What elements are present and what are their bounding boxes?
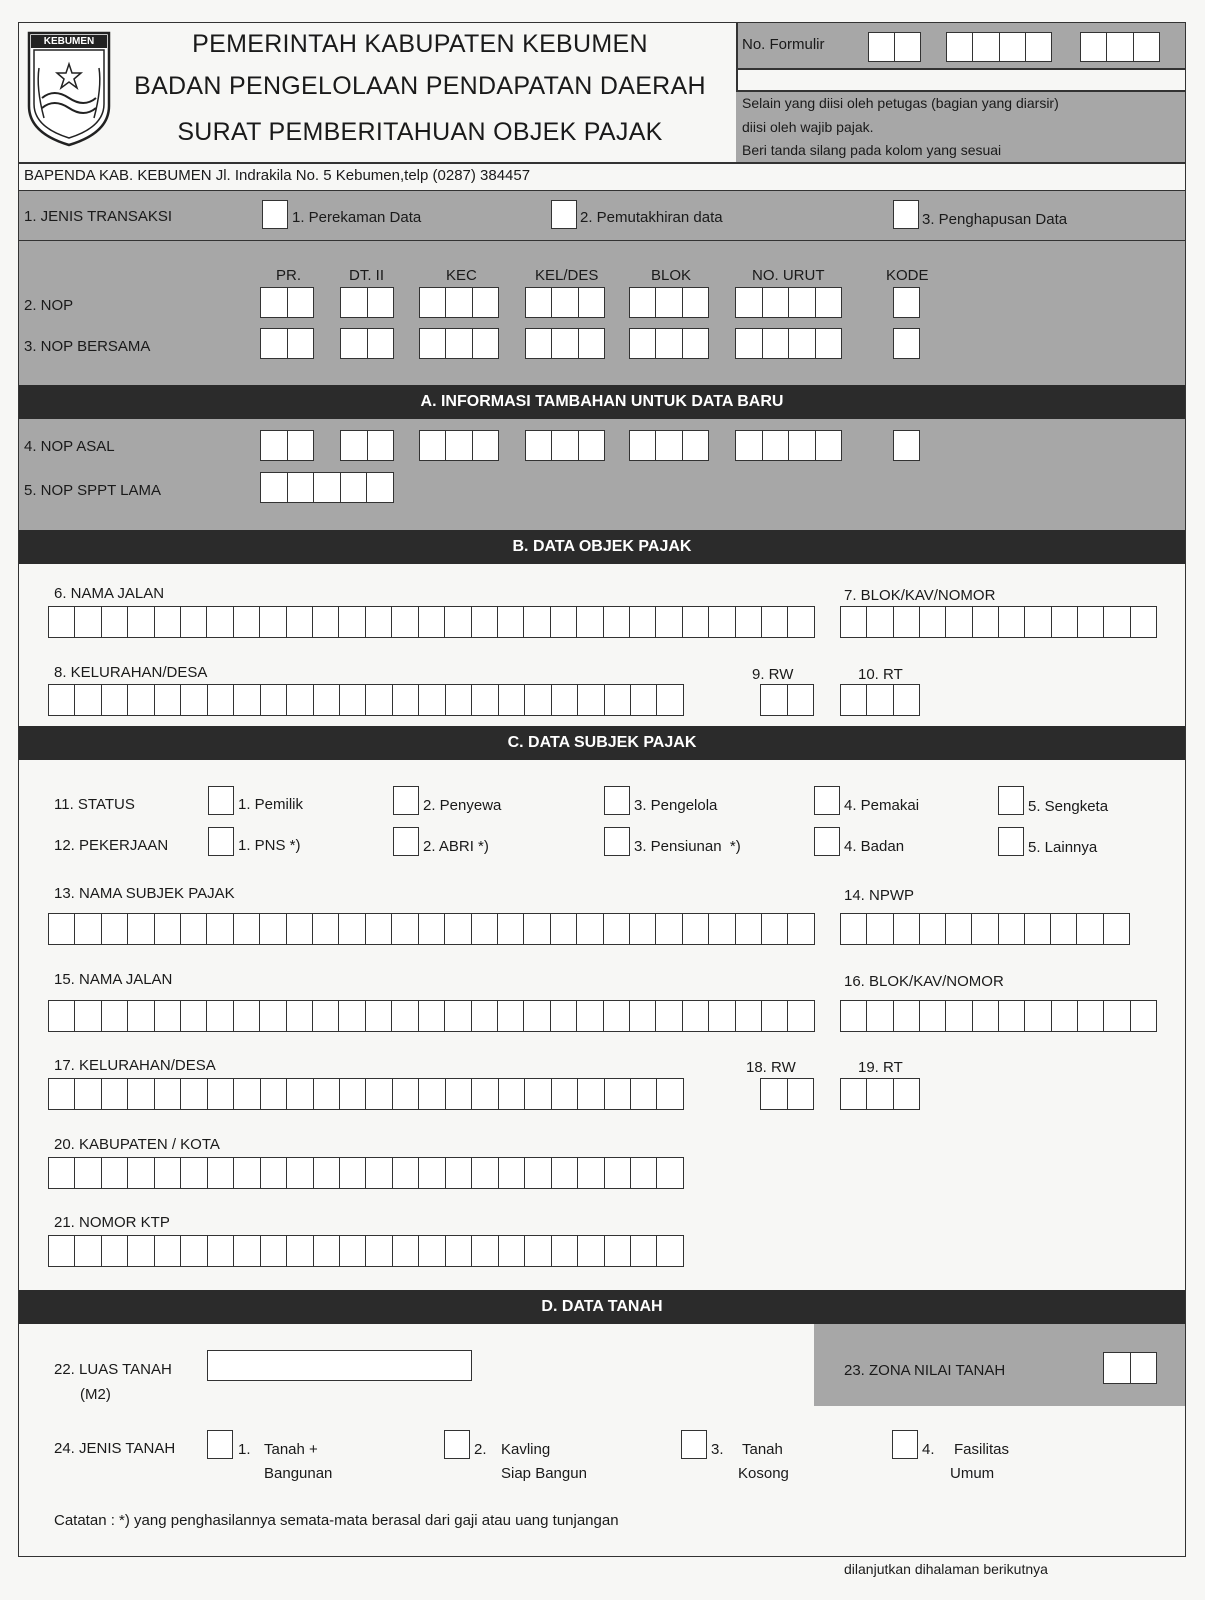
nop-asal-kode-box[interactable] (893, 430, 920, 461)
address: BAPENDA KAB. KEBUMEN Jl. Indrakila No. 5 Kebumen,telp (0287) 384457 (24, 167, 531, 184)
pekerjaan-lainnya-label: 5. Lainnya (1028, 839, 1098, 856)
c-blok-label: 16. BLOK/KAV/NOMOR (844, 973, 1004, 990)
perekaman-checkbox[interactable] (262, 200, 288, 229)
b-rw-boxes[interactable] (760, 684, 814, 716)
npwp-label: 14. NPWP (844, 887, 915, 904)
nop-bersama-pr-boxes[interactable] (260, 328, 314, 359)
penghapusan-label: 3. Penghapusan Data (922, 211, 1068, 228)
nop-bersama-kec-boxes[interactable] (419, 328, 499, 359)
nop-col-dt: DT. II (349, 267, 385, 284)
c-kelurahan-label: 17. KELURAHAN/DESA (54, 1057, 216, 1074)
status-pemilik-label: 1. Pemilik (238, 796, 304, 813)
luas-tanah-unit: (M2) (80, 1386, 111, 1403)
kabupaten-label: 20. KABUPATEN / KOTA (54, 1136, 220, 1153)
nop-keldes-boxes[interactable] (525, 287, 605, 318)
nop-dt-boxes[interactable] (340, 287, 394, 318)
jenis-tanah-4-checkbox[interactable] (892, 1430, 918, 1459)
nop-bersama-keldes-boxes[interactable] (525, 328, 605, 359)
nop-asal-dt-boxes[interactable] (340, 430, 394, 461)
penghapusan-checkbox[interactable] (893, 200, 919, 229)
status-pengelola-checkbox[interactable] (604, 786, 630, 815)
jenis-tanah-2-line2: Siap Bangun (501, 1465, 587, 1482)
b-kelurahan-label: 8. KELURAHAN/DESA (54, 664, 208, 681)
nama-subjek-label: 13. NAMA SUBJEK PAJAK (54, 885, 235, 902)
pekerjaan-pensiunan-label: 3. Pensiunan *) (634, 838, 741, 855)
status-pemilik-checkbox[interactable] (208, 786, 234, 815)
section-b-title: B. DATA OBJEK PAJAK (19, 530, 1185, 564)
jenis-tanah-2-num: 2. (474, 1441, 487, 1458)
header-line-3: SURAT PEMBERITAHUAN OBJEK PAJAK (177, 118, 663, 146)
nop-bersama-nourut-boxes[interactable] (735, 328, 842, 359)
b-rw-label: 9. RW (752, 666, 794, 683)
jenis-tanah-3-line1: Tanah (742, 1441, 783, 1458)
kabupaten-boxes[interactable] (48, 1157, 684, 1189)
pekerjaan-abri-label: 2. ABRI *) (423, 838, 489, 855)
status-penyewa-checkbox[interactable] (393, 786, 419, 815)
zona-nilai-label: 23. ZONA NILAI TANAH (844, 1362, 1006, 1379)
nop-bersama-kode-box[interactable] (893, 328, 920, 359)
b-blok-boxes[interactable] (840, 606, 1157, 638)
jenis-tanah-2-line1: Kavling (501, 1441, 551, 1458)
pemutakhiran-label: 2. Pemutakhiran data (580, 209, 723, 226)
c-rw-boxes[interactable] (760, 1078, 814, 1110)
no-formulir-boxes-1[interactable] (868, 32, 921, 62)
nop-asal-pr-boxes[interactable] (260, 430, 314, 461)
nop-col-blok: BLOK (651, 267, 692, 284)
pekerjaan-badan-checkbox[interactable] (814, 827, 840, 856)
status-pemakai-checkbox[interactable] (814, 786, 840, 815)
nop-kec-boxes[interactable] (419, 287, 499, 318)
header-line-2: BADAN PENGELOLAAN PENDAPATAN DAERAH (134, 72, 706, 100)
perekaman-label: 1. Perekaman Data (292, 209, 422, 226)
b-rt-label: 10. RT (858, 666, 903, 683)
nop-asal-kec-boxes[interactable] (419, 430, 499, 461)
nop-asal-label: 4. NOP ASAL (24, 438, 115, 455)
nop-bersama-label: 3. NOP BERSAMA (24, 338, 151, 355)
section-a-title: A. INFORMASI TAMBAHAN UNTUK DATA BARU (19, 385, 1185, 419)
section-c-title: C. DATA SUBJEK PAJAK (19, 726, 1185, 760)
header-line-1: PEMERINTAH KABUPATEN KEBUMEN (192, 30, 648, 58)
instruction-2: diisi oleh wajib pajak. (742, 119, 874, 135)
logo (24, 28, 114, 148)
nop-col-kode: KODE (886, 267, 929, 284)
status-sengketa-checkbox[interactable] (998, 786, 1024, 815)
c-blok-boxes[interactable] (840, 1000, 1157, 1032)
c-kelurahan-boxes[interactable] (48, 1078, 684, 1110)
pekerjaan-label: 12. PEKERJAAN (54, 837, 169, 854)
nop-asal-blok-boxes[interactable] (629, 430, 709, 461)
nop-label: 2. NOP (24, 297, 74, 314)
jenis-tanah-4-line1: Fasilitas (954, 1441, 1010, 1458)
no-formulir-boxes-2[interactable] (946, 32, 1052, 62)
jenis-tanah-1-checkbox[interactable] (207, 1430, 233, 1459)
jenis-tanah-1-num: 1. (238, 1441, 251, 1458)
jenis-tanah-1-line1: Tanah + (264, 1441, 318, 1458)
nop-col-nourut: NO. URUT (752, 267, 825, 284)
status-label: 11. STATUS (54, 796, 135, 813)
nop-asal-nourut-boxes[interactable] (735, 430, 842, 461)
jenis-tanah-3-line2: Kosong (738, 1465, 789, 1482)
c-nama-jalan-label: 15. NAMA JALAN (54, 971, 173, 988)
npwp-boxes[interactable] (840, 913, 1130, 945)
c-rt-label: 19. RT (858, 1059, 903, 1076)
c-rw-label: 18. RW (746, 1059, 796, 1076)
nop-blok-boxes[interactable] (629, 287, 709, 318)
zona-nilai-boxes[interactable] (1103, 1352, 1157, 1384)
status-sengketa-label: 5. Sengketa (1028, 798, 1109, 815)
jenis-tanah-4-num: 4. (922, 1441, 935, 1458)
next-page-note: dilanjutkan dihalaman berikutnya (844, 1561, 1048, 1577)
pekerjaan-lainnya-checkbox[interactable] (998, 827, 1024, 856)
ktp-boxes[interactable] (48, 1235, 684, 1267)
nop-sppt-lama-label: 5. NOP SPPT LAMA (24, 482, 161, 499)
instruction-3: Beri tanda silang pada kolom yang sesuai (742, 142, 1002, 158)
nop-pr-boxes[interactable] (260, 287, 314, 318)
nama-subjek-boxes[interactable] (48, 913, 815, 945)
pemutakhiran-checkbox[interactable] (551, 200, 577, 229)
jenis-tanah-3-checkbox[interactable] (681, 1430, 707, 1459)
nop-nourut-boxes[interactable] (735, 287, 842, 318)
catatan: Catatan : *) yang penghasilannya semata-mata berasal dari gaji atau uang tunjangan (54, 1512, 619, 1529)
logo-text: KEBUMEN (43, 36, 95, 47)
b-rt-boxes[interactable] (840, 684, 920, 716)
pekerjaan-pns-checkbox[interactable] (208, 827, 234, 856)
status-pengelola-label: 3. Pengelola (634, 797, 718, 814)
luas-tanah-input[interactable] (207, 1350, 472, 1381)
jenis-tanah-1-line2: Bangunan (264, 1465, 333, 1482)
luas-tanah-label: 22. LUAS TANAH (54, 1361, 172, 1378)
nop-bersama-blok-boxes[interactable] (629, 328, 709, 359)
jenis-tanah-label: 24. JENIS TANAH (54, 1440, 176, 1457)
status-pemakai-label: 4. Pemakai (844, 797, 920, 814)
nop-asal-keldes-boxes[interactable] (525, 430, 605, 461)
b-blok-label: 7. BLOK/KAV/NOMOR (844, 587, 996, 604)
nop-bersama-dt-boxes[interactable] (340, 328, 394, 359)
b-kelurahan-boxes[interactable] (48, 684, 684, 716)
instruction-1: Selain yang diisi oleh petugas (bagian yang diarsir) (742, 95, 1059, 111)
c-nama-jalan-boxes[interactable] (48, 1000, 815, 1032)
c-rt-boxes[interactable] (840, 1078, 920, 1110)
nop-sppt-lama-boxes[interactable] (260, 472, 394, 503)
section-d-title: D. DATA TANAH (19, 1290, 1185, 1324)
nop-col-pr: PR. (276, 267, 302, 284)
status-penyewa-label: 2. Penyewa (423, 797, 502, 814)
b-nama-jalan-boxes[interactable] (48, 606, 815, 638)
nop-col-kec: KEC (446, 267, 477, 284)
pekerjaan-pensiunan-checkbox[interactable] (604, 827, 630, 856)
ktp-label: 21. NOMOR KTP (54, 1214, 170, 1231)
no-formulir-boxes-3[interactable] (1080, 32, 1160, 62)
jenis-tanah-3-num: 3. (711, 1441, 724, 1458)
nop-col-keldes: KEL/DES (535, 267, 599, 284)
nop-kode-box[interactable] (893, 287, 920, 318)
b-nama-jalan-label: 6. NAMA JALAN (54, 585, 165, 602)
jenis-tanah-4-line2: Umum (950, 1465, 995, 1482)
pekerjaan-abri-checkbox[interactable] (393, 827, 419, 856)
pekerjaan-pns-label: 1. PNS *) (238, 837, 301, 854)
pekerjaan-badan-label: 4. Badan (844, 838, 905, 855)
transaksi-label: 1. JENIS TRANSAKSI (24, 208, 173, 225)
no-formulir-label: No. Formulir (742, 36, 825, 53)
jenis-tanah-2-checkbox[interactable] (444, 1430, 470, 1459)
